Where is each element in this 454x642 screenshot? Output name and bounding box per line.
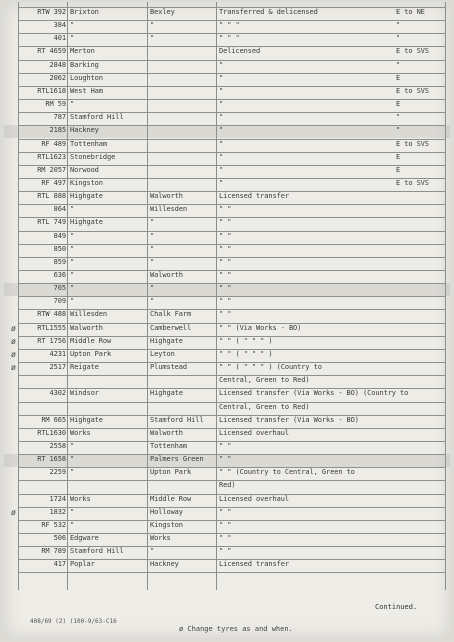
table-row — [4, 480, 450, 493]
remarks-cell: " — [219, 178, 224, 187]
destination-cell: E to SVS — [396, 139, 429, 148]
table-row — [4, 270, 450, 283]
to-garage-cell: " — [150, 34, 155, 43]
destination-cell: E to NE — [396, 8, 425, 16]
remarks-cell: " — [219, 100, 224, 109]
tyre-change-mark: ø — [11, 363, 16, 373]
from-garage-cell: Windsor — [70, 389, 99, 398]
table-row — [4, 152, 450, 165]
table-row — [4, 402, 450, 415]
destination-cell: E to SVS — [396, 86, 429, 95]
table-row — [4, 336, 450, 349]
fleet-number-cell: RF 497 — [41, 178, 66, 187]
fleet-number-cell: 2558 — [49, 441, 66, 450]
remarks-cell: " — [219, 126, 224, 135]
from-garage-cell: Walworth — [70, 323, 103, 332]
to-garage-cell: Stamford Hill — [150, 415, 204, 424]
table-row — [4, 7, 450, 20]
table-row — [4, 441, 450, 454]
table-row — [4, 231, 450, 244]
fleet-number-cell: RT 1658 — [37, 455, 66, 464]
document-page — [4, 2, 450, 638]
remarks-cell: " " — [219, 310, 232, 319]
remarks-cell: Central, Green to Red) — [219, 376, 310, 385]
remarks-cell: Central, Green to Red) — [219, 402, 310, 411]
continued-label: Continued. — [375, 603, 418, 611]
from-garage-cell: " — [70, 244, 75, 253]
to-garage-cell: Leyton — [150, 349, 175, 358]
from-garage-cell: " — [70, 271, 75, 279]
remarks-cell: " " — [219, 218, 232, 227]
fleet-number-cell: 2062 — [49, 73, 66, 82]
from-garage-cell: Stamford Hill — [70, 113, 124, 122]
from-garage-cell: " — [70, 284, 75, 293]
fleet-number-cell: RTL1555 — [37, 323, 66, 332]
table-row — [4, 257, 450, 270]
fleet-number-cell: RT 1756 — [37, 336, 66, 345]
from-garage-cell: " — [70, 468, 75, 477]
table-row — [4, 191, 450, 204]
from-garage-cell: " — [70, 21, 75, 30]
remarks-cell: Transferred & delicensed — [219, 8, 318, 16]
fleet-number-cell: 506 — [53, 534, 66, 542]
destination-cell: E to SVS — [396, 178, 429, 187]
row-rule — [18, 520, 446, 521]
fleet-number-cell: RT 4659 — [37, 47, 66, 56]
table-row — [4, 244, 450, 257]
row-rule — [18, 454, 446, 455]
to-garage-cell: " — [150, 257, 155, 266]
remarks-cell: " " " — [219, 34, 240, 43]
row-rule — [18, 507, 446, 508]
remarks-cell: Delicensed — [219, 47, 261, 56]
row-rule — [18, 99, 446, 100]
table-row — [4, 86, 450, 99]
to-garage-cell: Highgate — [150, 336, 183, 345]
to-garage-cell: Tottenham — [150, 441, 188, 450]
remarks-cell: " " — [219, 520, 232, 529]
remarks-cell: " " — [219, 441, 232, 450]
table-row — [4, 283, 450, 296]
fleet-number-cell: 1832 — [49, 507, 66, 516]
fleet-number-cell: RTL 888 — [37, 192, 66, 201]
to-garage-cell: " — [150, 21, 155, 30]
table-row — [4, 415, 450, 428]
from-garage-cell: Barking — [70, 60, 99, 69]
fleet-number-cell: 4302 — [49, 389, 66, 398]
remarks-cell: Licensed transfer (Via Works - BO) (Country to — [219, 389, 409, 398]
fleet-number-cell: 709 — [53, 297, 66, 306]
destination-cell: E — [396, 165, 401, 174]
tyre-change-mark: ø — [11, 507, 16, 517]
fleet-number-cell: 849 — [53, 231, 66, 240]
from-garage-cell: Works — [70, 428, 91, 437]
fleet-number-cell: RF 489 — [41, 139, 66, 148]
fleet-number-cell: 2517 — [49, 363, 66, 372]
from-garage-cell: " — [70, 205, 75, 214]
destination-cell: " — [396, 60, 401, 69]
remarks-cell: " " ( " " " ) — [219, 349, 273, 358]
remarks-cell: Licensed overhaul — [219, 428, 289, 437]
remarks-cell: Licensed transfer — [219, 192, 289, 201]
table-row — [4, 309, 450, 322]
fleet-number-cell: 2259 — [49, 468, 66, 477]
to-garage-cell: Hackney — [150, 560, 179, 569]
remarks-cell: " " — [219, 231, 232, 240]
from-garage-cell: " — [70, 507, 75, 516]
row-rule — [18, 244, 446, 245]
table-row — [4, 296, 450, 309]
remarks-cell: " " — [219, 244, 232, 253]
to-garage-cell: Highgate — [150, 389, 183, 398]
remarks-cell: Licensed transfer (Via Works - BO) — [219, 415, 359, 424]
to-garage-cell: " — [150, 284, 155, 293]
fleet-number-cell: 2185 — [49, 126, 66, 135]
remarks-cell: " " (Via Works - BO) — [219, 323, 302, 332]
destination-cell: E — [396, 152, 401, 161]
destination-cell: E — [396, 73, 401, 82]
table-row — [4, 125, 450, 138]
to-garage-cell: " — [150, 218, 155, 227]
fleet-number-cell: 2848 — [49, 60, 66, 69]
row-rule — [18, 572, 446, 573]
from-garage-cell: Reigate — [70, 363, 99, 372]
table-row — [4, 467, 450, 480]
table-row — [4, 520, 450, 533]
table-row — [4, 217, 450, 230]
fleet-number-cell: 417 — [53, 560, 66, 569]
destination-cell: " — [396, 34, 401, 43]
from-garage-cell: " — [70, 455, 75, 464]
to-garage-cell: " — [150, 231, 155, 240]
row-rule — [18, 270, 446, 271]
remarks-cell: " " — [219, 455, 232, 464]
from-garage-cell: Hackney — [70, 126, 99, 135]
destination-cell: " — [396, 21, 401, 30]
destination-cell: E to SVS — [396, 47, 429, 56]
remarks-cell: Licensed overhaul — [219, 494, 289, 503]
table-row — [4, 362, 450, 375]
to-garage-cell: Works — [150, 534, 171, 542]
fleet-number-cell: 787 — [53, 113, 66, 122]
fleet-number-cell: RTL1618 — [37, 86, 66, 95]
fleet-number-cell: 864 — [53, 205, 66, 214]
row-rule — [18, 231, 446, 232]
table-row — [4, 349, 450, 362]
to-garage-cell: Upton Park — [150, 468, 192, 477]
fleet-number-cell: RM 2057 — [37, 165, 66, 174]
from-garage-cell: Brixton — [70, 8, 99, 16]
destination-cell: " — [396, 113, 401, 122]
to-garage-cell: Camberwell — [150, 323, 192, 332]
table-row — [4, 323, 450, 336]
table-row — [4, 99, 450, 112]
from-garage-cell: Loughton — [70, 73, 103, 82]
remarks-cell: " " ( " " " ) — [219, 336, 273, 345]
from-garage-cell: Kingston — [70, 178, 103, 187]
from-garage-cell: " — [70, 441, 75, 450]
to-garage-cell: Holloway — [150, 507, 183, 516]
to-garage-cell: Chalk Farm — [150, 310, 192, 319]
table-row — [4, 559, 450, 572]
to-garage-cell: " — [150, 297, 155, 306]
table-row — [4, 46, 450, 59]
destination-cell: " — [396, 126, 401, 135]
from-garage-cell: " — [70, 231, 75, 240]
remarks-cell: " — [219, 86, 224, 95]
row-rule — [18, 441, 446, 442]
from-garage-cell: Upton Park — [70, 349, 112, 358]
to-garage-cell: Walworth — [150, 271, 183, 279]
fleet-number-cell: RM 665 — [41, 415, 66, 424]
remarks-cell: " — [219, 139, 224, 148]
fleet-number-cell: 384 — [53, 21, 66, 30]
from-garage-cell: " — [70, 520, 75, 529]
from-garage-cell: Highgate — [70, 415, 103, 424]
remarks-cell: " — [219, 165, 224, 174]
to-garage-cell: Middle Row — [150, 494, 192, 503]
row-rule — [18, 283, 446, 284]
fleet-number-cell: 859 — [53, 257, 66, 266]
tyre-change-mark: ø — [11, 349, 16, 359]
remarks-cell: " " — [219, 284, 232, 293]
from-garage-cell: Stonebridge — [70, 152, 116, 161]
from-garage-cell: Merton — [70, 47, 95, 56]
remarks-cell: Red) — [219, 481, 236, 490]
row-rule — [18, 296, 446, 297]
from-garage-cell: Willesden — [70, 310, 108, 319]
remarks-cell: " " — [219, 547, 232, 556]
table-row — [4, 73, 450, 86]
remarks-cell: " " — [219, 534, 232, 542]
tyre-change-mark: ø — [11, 336, 16, 346]
from-garage-cell: Poplar — [70, 560, 95, 569]
fleet-number-cell: RTW 488 — [37, 310, 66, 319]
to-garage-cell: Walworth — [150, 428, 183, 437]
from-garage-cell: Highgate — [70, 192, 103, 201]
remarks-cell: " — [219, 60, 224, 69]
from-garage-cell: " — [70, 257, 75, 266]
from-garage-cell: " — [70, 100, 75, 109]
form-code: 408/69 (2) (100-9/63-C16 — [30, 618, 117, 625]
from-garage-cell: West Ham — [70, 86, 103, 95]
table-row — [4, 388, 450, 401]
remarks-cell: " " — [219, 297, 232, 306]
table-row — [4, 428, 450, 441]
footnote: ø Change tyres as and when. — [179, 625, 293, 633]
table-row — [4, 33, 450, 46]
table-row — [4, 112, 450, 125]
table-row — [4, 494, 450, 507]
fleet-number-cell: 4231 — [49, 349, 66, 358]
table-row — [4, 375, 450, 388]
fleet-number-cell: RF 532 — [41, 520, 66, 529]
from-garage-cell: Edgware — [70, 534, 99, 542]
table-row — [4, 165, 450, 178]
remarks-cell: " " — [219, 257, 232, 266]
from-garage-cell: " — [70, 297, 75, 306]
fleet-number-cell: 1724 — [49, 494, 66, 503]
remarks-cell: " " — [219, 205, 232, 214]
from-garage-cell: Tottenham — [70, 139, 108, 148]
table-row — [4, 533, 450, 546]
remarks-cell: " " — [219, 271, 232, 279]
to-garage-cell: Palmers Green — [150, 455, 204, 464]
remarks-cell: " " " — [219, 21, 240, 30]
table-row — [4, 507, 450, 520]
fleet-number-cell: RM 59 — [45, 100, 66, 109]
fleet-number-cell: 850 — [53, 244, 66, 253]
from-garage-cell: Highgate — [70, 218, 103, 227]
from-garage-cell: Stamford Hill — [70, 547, 124, 556]
destination-cell: E — [396, 100, 401, 109]
to-garage-cell: " — [150, 547, 155, 556]
to-garage-cell: Bexley — [150, 8, 175, 16]
remarks-cell: " — [219, 152, 224, 161]
from-garage-cell: Norwood — [70, 165, 99, 174]
table-row — [4, 20, 450, 33]
remarks-cell: " — [219, 113, 224, 122]
row-rule — [18, 204, 446, 205]
fleet-number-cell: RTL1630 — [37, 428, 66, 437]
fleet-number-cell: RTW 392 — [37, 8, 66, 16]
from-garage-cell: Works — [70, 494, 91, 503]
fleet-number-cell: RTL1623 — [37, 152, 66, 161]
to-garage-cell: Walworth — [150, 192, 183, 201]
fleet-number-cell: 401 — [53, 34, 66, 43]
remarks-cell: " " ( " " " ) (Country to — [219, 363, 322, 372]
remarks-cell: Licensed transfer — [219, 560, 289, 569]
remarks-cell: " " — [219, 507, 232, 516]
row-rule — [18, 257, 446, 258]
from-garage-cell: " — [70, 34, 75, 43]
remarks-cell: " " (Country to Central, Green to — [219, 468, 355, 477]
fleet-number-cell: 705 — [53, 284, 66, 293]
table-row — [4, 546, 450, 559]
to-garage-cell: Willesden — [150, 205, 188, 214]
fleet-number-cell: 636 — [53, 271, 66, 279]
tyre-change-mark: ø — [11, 323, 16, 333]
to-garage-cell: " — [150, 244, 155, 253]
table-row — [4, 60, 450, 73]
table-row — [4, 454, 450, 467]
to-garage-cell: Kingston — [150, 520, 183, 529]
from-garage-cell: Middle Row — [70, 336, 112, 345]
remarks-cell: " — [219, 73, 224, 82]
fleet-number-cell: RM 789 — [41, 547, 66, 556]
fleet-number-cell: RTL 749 — [37, 218, 66, 227]
table-row — [4, 139, 450, 152]
table-row — [4, 178, 450, 191]
to-garage-cell: Plumstead — [150, 363, 188, 372]
table-row — [4, 204, 450, 217]
